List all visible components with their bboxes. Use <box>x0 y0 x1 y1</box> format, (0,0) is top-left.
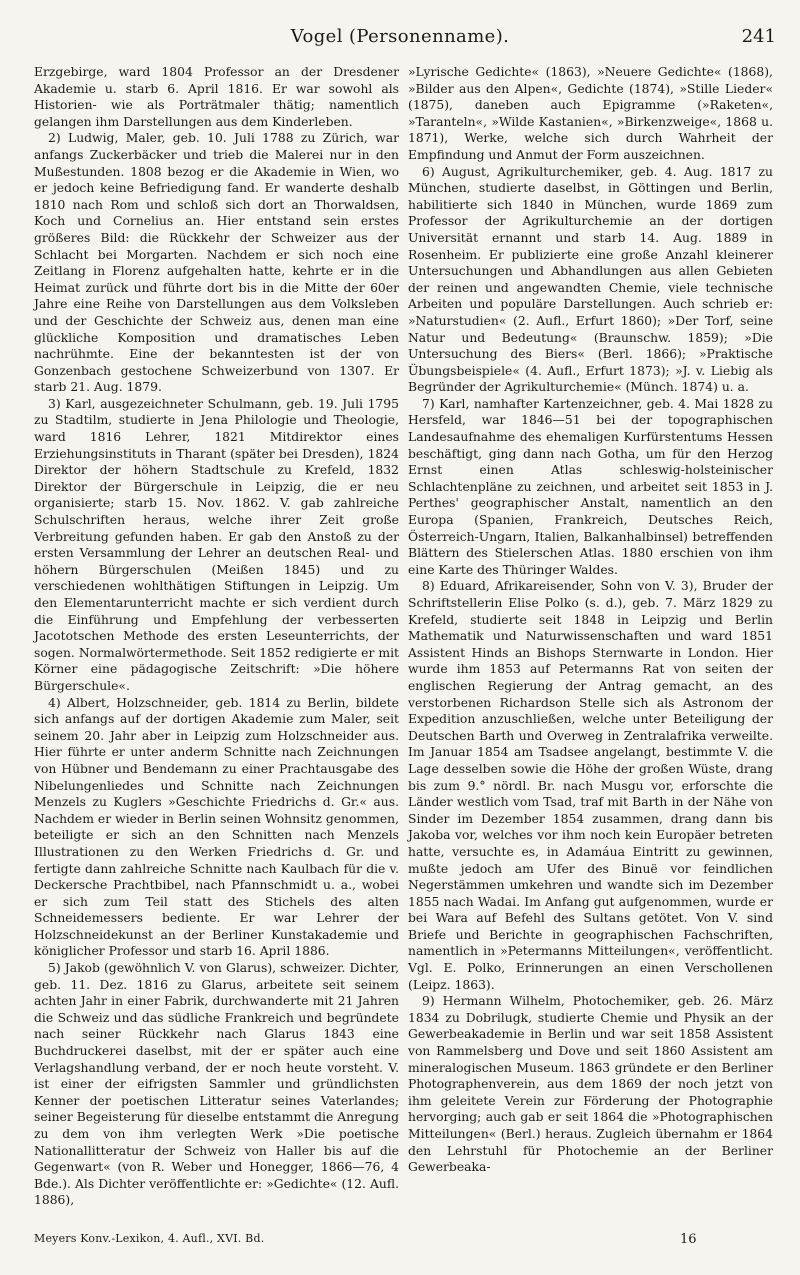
page-title: Vogel (Personenname). <box>290 26 510 47</box>
entry-paragraph: 6) August, Agrikulturchemiker, geb. 4. Aug. 1817 zu München, studierte daselbst, in Göttingen und Berlin, habilitierte sich 1840 in München, wurde 1869 zum Professor der Agrikulturchemie an der dortigen Universität ernannt und starb 14. Aug. 1889 in Rosenheim. Er publizierte eine große Anzahl kleinerer Untersuchungen und Abhandlungen aus allen Gebieten der reinen und angewandten Chemie, viele technische Arbeiten und populäre Darstellungen. Auch schrieb er: »Naturstudien« (2. Aufl., Erfurt 1860); »Der Torf, seine Natur und Bedeutung« (Braunschw. 1859); »Die Untersuchung des Biers« (Berl. 1866); »Praktische Übungsbeispiele« (4. Aufl., Erfurt 1873); »J. v. Liebig als Begründer der Agrikulturchemie« (Münch. 1874) u. a. <box>408 164 773 395</box>
page-number: 241 <box>741 26 776 47</box>
entry-paragraph: 5) Jakob (gewöhnlich V. von Glarus), schweizer. Dichter, geb. 11. Dez. 1816 zu Glarus, arbeitete seit seinem achten Jahr in einer Fabrik, durchwanderte mit 21 Jahren die Schweiz und das südliche Frankreich und begründete nach seiner Rückkehr nach Glarus 1843 eine Buchdruckerei daselbst, mit der er später auch eine Verlagshandlung verband, der er noch heute vorsteht. V. ist einer der eifrigsten Sammler und gründlichsten Kenner der poetischen Litteratur seines Vaterlandes; seiner Begeisterung für dieselbe entstammt die Anregung zu dem von ihm verlegten Werk »Die poetische Nationallitteratur der Schweiz von Haller bis auf die Gegenwart« (von R. Weber und Honegger, 1866—76, 4 Bde.). Als Dichter veröffentlichte er: »Gedichte« (12. Aufl. 1886), <box>34 961 399 1208</box>
entry-paragraph: »Lyrische Gedichte« (1863), »Neuere Gedichte« (1868), »Bilder aus den Alpen«, Gedichte (1874), »Stille Lieder« (1875), daneben auch Epigramme (»Raketen«, »Taranteln«, »Wilde Kastanien«, »Birkenzweige«, 1868 u. 1871), Werke, welche sich durch Wahrheit der Empfindung und Anmut der Form auszeichnen. <box>408 65 773 162</box>
right-column <box>408 64 773 1176</box>
entry-paragraph: 4) Albert, Holzschneider, geb. 1814 zu Berlin, bildete sich anfangs auf der dortigen Akademie zum Maler, seit seinem 20. Jahr aber in Leipzig zum Holzschneider aus. Hier führte er unter anderm Schnitte nach Zeichnungen von Hübner und Bendemann zu einer Prachtausgabe des Nibelungenliedes und Schnitte nach Zeichnungen Menzels zu Kuglers »Geschichte Friedrichs d. Gr.« aus. Nachdem er wieder in Berlin seinen Wohnsitz genommen, beteiligte er sich an den Schnitten nach Menzels Illustrationen zu den Werken Friedrichs d. Gr. und fertigte dann zahlreiche Schnitte nach Kaulbach für die v. Deckersche Prachtbibel, nach Pfannschmidt u. a., wobei er sich zum Teil statt des Stichels des alten Schneidemessers bediente. Er war Lehrer der Holzschneidekunst an der Berliner Kunstakademie und königlicher Professor und starb 16. April 1886. <box>34 695 399 959</box>
entry-paragraph: 9) Hermann Wilhelm, Photochemiker, geb. 26. März 1834 zu Dobrilugk, studierte Chemie und Physik an der Gewerbeakademie in Berlin und war seit 1858 Assistent von Rammelsberg und Dove und seit 1860 Assistent am mineralogischen Museum. 1863 gründete er den Berliner Photographenverein, aus dem 1869 der noch jetzt von ihm geleitete Verein zur Förderung der Photographie hervorging; auch gab er seit 1864 die »Photographischen Mitteilungen« (Berl.) heraus. Zugleich übernahm er 1864 den Lehrstuhl für Photochemie an der Berliner Gewerbeaka- <box>408 994 773 1175</box>
footer-source: Meyers Konv.-Lexikon, 4. Aufl., XVI. Bd. <box>34 1232 265 1245</box>
entry-paragraph: 2) Ludwig, Maler, geb. 10. Juli 1788 zu Zürich, war anfangs Zuckerbäcker und trieb die Malerei nur in den Mußestunden. 1808 bezog er die Akademie in Wien, wo er jedoch keine Befriedigung fand. Er wanderte deshalb 1810 nach Rom und schloß sich dort an Thorwaldsen, Koch und Cornelius an. Hier entstand sein erstes größeres Bild: die Rückkehr der Schweizer aus der Schlacht bei Morgarten. Nachdem er sich noch eine Zeitlang in Florenz aufgehalten hatte, kehrte er in die Heimat zurück und führte dort bis in die Mitte der 60er Jahre eine Reihe von Darstellungen aus dem Volksleben und der Geschichte der Schweiz aus, denen man eine glückliche Komposition und dramatisches Leben nachrühmte. Eine der bekanntesten ist der von Gonzenbach gestochene Schweizerbund von 1307. Er starb 21. Aug. 1879. <box>34 131 399 395</box>
entry-paragraph: Erzgebirge, ward 1804 Professor an der Dresdener Akademie u. starb 6. April 1816. Er war sowohl als Historien- wie als Porträtmaler thätig; namentlich gelangen ihm Darstellungen aus dem Kinderleben. <box>34 65 399 129</box>
entry-paragraph: 8) Eduard, Afrikareisender, Sohn von V. 3), Bruder der Schriftstellerin Elise Polko (s. d.), geb. 7. März 1829 zu Krefeld, studierte seit 1848 in Leipzig und Berlin Mathematik und Naturwissenschaften und ward 1851 Assistent Hinds an Bishops Sternwarte in London. Hier wurde ihm 1853 auf Petermanns Rat von seiten der englischen Regierung der Antrag gemacht, an des verstorbenen Richardson Stelle sich als Astronom der Expedition anzuschließen, welche unter Beteiligung der Deutschen Barth und Overweg in Zentralafrika verweilte. Im Januar 1854 am Tsadsee angelangt, bestimmte V. die Lage desselben sowie die Höhe der großen Wüste, drang bis zum 9.° nördl. Br. nach Musgu vor, erforschte die Länder westlich vom Tsad, traf mit Barth in der Nähe von Sinder im Dezember 1854 zusammen, drang dann bis Jakoba vor, welches vor ihm noch kein Europäer betreten hatte, versuchte es, in Adamáua Eintritt zu gewinnen, mußte jedoch am Ufer des Binuë vor feindlichen Negerstämmen umkehren und wandte sich im Dezember 1855 nach Wadai. Im Anfang gut aufgenommen, wurde er bei Wara auf Befehl des Sultans getötet. Von V. sind Briefe und Berichte in geographischen Fachschriften, namentlich in »Petermanns Mitteilungen«, veröffentlicht. Vgl. E. Polko, Erinnerungen an einen Verschollenen (Leipz. 1863). <box>408 579 773 992</box>
entry-paragraph: 7) Karl, namhafter Kartenzeichner, geb. 4. Mai 1828 zu Hersfeld, war 1846—51 bei der topographischen Landesaufnahme des ehemaligen Kurfürstentums Hessen beschäftigt, ging dann nach Gotha, um für den Herzog Ernst einen Atlas schleswig-holsteinischer Schlachtenpläne zu zeichnen, und arbeitet seit 1853 in J. Perthes' geographischer Anstalt, namentlich an den Europa (Spanien, Frankreich, Deutsches Reich, Österreich-Ungarn, Italien, Balkanhalbinsel) betreffenden Blättern des Stielerschen Atlas. 1880 erschien von ihm eine Karte des Thüringer Waldes. <box>408 396 773 577</box>
left-column <box>34 64 399 1209</box>
entry-paragraph: 3) Karl, ausgezeichneter Schulmann, geb. 19. Juli 1795 zu Stadtilm, studierte in Jena Philologie und Theologie, ward 1816 Lehrer, 1821 Mitdirektor eines Erziehungsinstituts in Tharant (später bei Dresden), 1824 Direktor der höhern Stadtschule zu Krefeld, 1832 Direktor der Bürgerschule in Leipzig, die er neu organisierte; starb 15. Nov. 1862. V. gab zahlreiche Schulschriften heraus, welche ihrer Zeit große Verbreitung gefunden haben. Er gab den Anstoß zu der ersten Versammlung der Lehrer an deutschen Real- und höhern Bürgerschulen (Meißen 1845) und zu verschiedenen wohlthätigen Stiftungen in Leipzig. Um den Elementarunterricht machte er sich verdient durch die Einführung und Empfehlung der verbesserten Jacototschen Methode des ersten Leseunterrichts, der sogen. Normalwörtermethode. Seit 1852 redigierte er mit Körner eine pädagogische Zeitschrift: »Die höhere Bürgerschule«. <box>34 396 399 693</box>
footer-signature: 16 <box>680 1232 697 1247</box>
